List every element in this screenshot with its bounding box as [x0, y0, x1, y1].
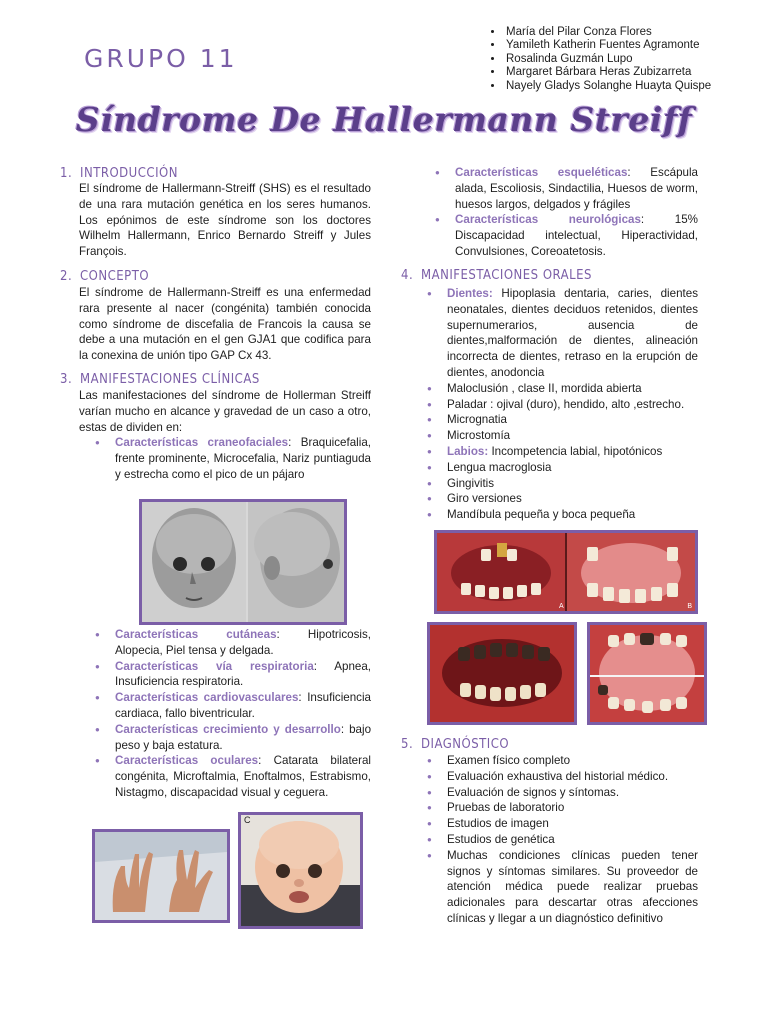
section-number: 5. — [401, 737, 414, 752]
clinicas-list-a — [93, 435, 371, 482]
list-item: ● Examen físico completo — [425, 753, 698, 769]
item-sep: : — [640, 213, 645, 227]
item-sep: : — [288, 436, 292, 449]
mouth-ab-illustration — [437, 533, 695, 611]
section-number: 2. — [60, 269, 73, 284]
baby-illustration — [241, 815, 360, 926]
item-text: Mandíbula pequeña y boca pequeña — [447, 508, 636, 522]
item-text: Lengua macroglosia — [447, 460, 552, 474]
section-heading-intro — [60, 166, 178, 181]
list-item — [425, 286, 698, 381]
list-item: ● Muchas condiciones clínicas pueden tener signos y síntomas similares. Su proveedor de atención médica puede realizar pruebas adicionales para descartar otras afecciones clínicas y llegar a un diagnóstico definitivo — [425, 848, 698, 927]
photo-mouth-ab — [434, 530, 698, 614]
item-label: Labios: — [447, 444, 489, 458]
list-item — [425, 428, 698, 444]
item-text: Escápula alada, Escoliosis, Sindactilia, Huesos de worm, huesos largos, delgados y frágiles — [455, 166, 698, 211]
item-text: Maloclusión , clase II, mordida abierta — [447, 381, 642, 395]
item-label: Características cardiovasculares — [115, 691, 299, 705]
list-item: ● Evaluación de signos y síntomas. — [425, 785, 698, 801]
list-item — [425, 491, 698, 507]
author-list — [478, 26, 711, 93]
list-item — [93, 659, 371, 691]
concepto-text: El síndrome de Hallermann-Streiff es una enfermedad rara presente al nacer (congénita) también conocida como síndrome de discefalia de Francois la causa se debe a una mutación en el gen GJA1 que codifica para la conexina de unión tipo GAP Cx 43. — [79, 286, 371, 363]
item-text: Paladar : ojival (duro), hendido, alto ,estrecho. — [447, 397, 685, 411]
group-label: GRUPO 11 — [84, 44, 238, 73]
photo-baby — [238, 812, 363, 929]
item-label: Características esqueléticas — [455, 166, 628, 179]
item-sep: : — [276, 628, 280, 641]
item-sep: : — [340, 722, 345, 736]
item-text: Catarata bilateral congénita, Microftalmia, Enoftalmos, Estrabismo, Nistagmo, discapacidad visual y ceguera. — [115, 754, 371, 799]
section-title: CONCEPTO — [80, 269, 150, 284]
orales-list — [425, 286, 698, 523]
author-item: • Margaret Bárbara Heras Zubizarreta — [504, 66, 711, 79]
list-item — [425, 397, 698, 413]
section-title: INTRODUCCIÓN — [80, 166, 178, 181]
list-item — [433, 212, 698, 259]
item-text: Insuficiencia cardiaca, fallo biventricular. — [115, 691, 371, 720]
list-item — [425, 476, 698, 492]
section-heading-diagnostico — [401, 737, 509, 752]
item-text: bajo peso y baja estatura. — [115, 722, 372, 752]
mouth-open-illustration — [590, 625, 704, 722]
section-title: DIAGNÓSTICO — [421, 737, 510, 752]
list-item — [433, 165, 698, 212]
list-item: ● Evaluación exhaustiva del historial médico. — [425, 769, 698, 785]
item-label: Características crecimiento y desarrollo — [115, 722, 341, 736]
item-label: Dientes: — [447, 287, 493, 300]
item-label: Características vía respiratoria — [115, 659, 314, 673]
list-item — [425, 460, 698, 476]
list-item — [93, 690, 371, 722]
photo-craneofacial — [139, 499, 347, 625]
clinicas-intro: Las manifestaciones del síndrome de Hollerman Streiff varían mucho en alcance y gravedad de un caso a otro, estas de dividen en: — [79, 389, 371, 434]
diagnostico-list — [425, 753, 698, 927]
list-item: ● Estudios de genética — [425, 832, 698, 848]
list-item: ● Estudios de imagen — [425, 816, 698, 832]
author-item: • Nayely Gladys Solanghe Huayta Quispe — [504, 80, 711, 93]
item-sep: : — [298, 691, 302, 705]
section-heading-clinicas — [60, 372, 260, 387]
section-number: 4. — [401, 268, 414, 283]
item-label: Características neurológicas — [455, 213, 641, 227]
item-text: Micrognatia — [447, 413, 507, 427]
item-text: Hipoplasia dentaria, caries, dientes neonatales, dientes deciduos retenidos, dientes supernumerarios, ausencia de dientes,malformación de dientes, alineación incorrecta de dientes, retraso en la erupción de dientes, anodoncia — [447, 287, 698, 379]
list-item — [425, 412, 698, 428]
section-number: 1. — [60, 166, 73, 181]
page-title: Síndrome De Hallermann Streiff — [75, 100, 693, 139]
list-item — [93, 722, 371, 754]
item-text: 15% Discapacidad intelectual, Hiperactividad, Convulsiones, Coreoatetosis. — [455, 213, 698, 258]
list-item — [425, 507, 698, 523]
section-heading-concepto — [60, 269, 149, 284]
item-sep: : — [627, 166, 631, 179]
photo-label: C — [244, 815, 251, 825]
item-text: Hipotricosis, Alopecia, Piel tensa y delgada. — [115, 628, 371, 657]
intro-text: El síndrome de Hallermann-Streiff (SHS) es el resultado de una rara mutación genética en los seres humanos. Los epónimos de este síndrome son los doctores Wilhelm Hallermann, Enrico Bernardo Streiff y Jules François. — [79, 182, 371, 259]
item-text: Incompetencia labial, hipotónicos — [488, 444, 663, 458]
item-label: Características oculares — [115, 754, 259, 768]
item-text: Braquicefalia, frente prominente, Microcefalia, Nariz puntiaguda y estrecha como el pico de un pájaro — [115, 436, 371, 481]
hands-illustration — [95, 832, 227, 920]
photo-mouth-caries — [427, 622, 577, 725]
list-item — [93, 435, 371, 482]
photo-hands — [92, 829, 230, 923]
faces-illustration — [142, 502, 344, 622]
mouth-caries-illustration — [430, 625, 574, 722]
photo-label: B — [687, 603, 692, 610]
item-text: Gingivitis — [447, 476, 495, 490]
list-item — [93, 753, 371, 800]
section-title: MANIFESTACIONES ORALES — [421, 268, 592, 283]
section-number: 3. — [60, 372, 73, 387]
item-sep: : — [313, 659, 318, 673]
author-item: • María del Pilar Conza Flores — [504, 26, 711, 39]
item-text: Giro versiones — [447, 492, 522, 506]
photo-mouth-open — [587, 622, 707, 725]
section-heading-orales — [401, 268, 592, 283]
clinicas-list-b — [93, 627, 371, 801]
item-text: Apnea, Insuficiencia respiratoria. — [115, 659, 372, 689]
author-item: • Yamileth Katherin Fuentes Agramonte — [504, 39, 711, 52]
item-sep: : — [258, 754, 262, 768]
item-label: Características craneofaciales — [115, 436, 289, 449]
list-item: ● Pruebas de laboratorio — [425, 800, 698, 816]
list-item — [425, 381, 698, 397]
clinicas-list-c — [433, 165, 698, 260]
item-label: Características cutáneas — [115, 628, 277, 641]
author-item: • Rosalinda Guzmán Lupo — [504, 53, 711, 66]
list-item — [93, 627, 371, 659]
item-text: Microstomía — [447, 429, 511, 443]
list-item — [425, 444, 698, 460]
photo-label: A — [559, 603, 564, 610]
section-title: MANIFESTACIONES CLÍNICAS — [80, 372, 260, 387]
